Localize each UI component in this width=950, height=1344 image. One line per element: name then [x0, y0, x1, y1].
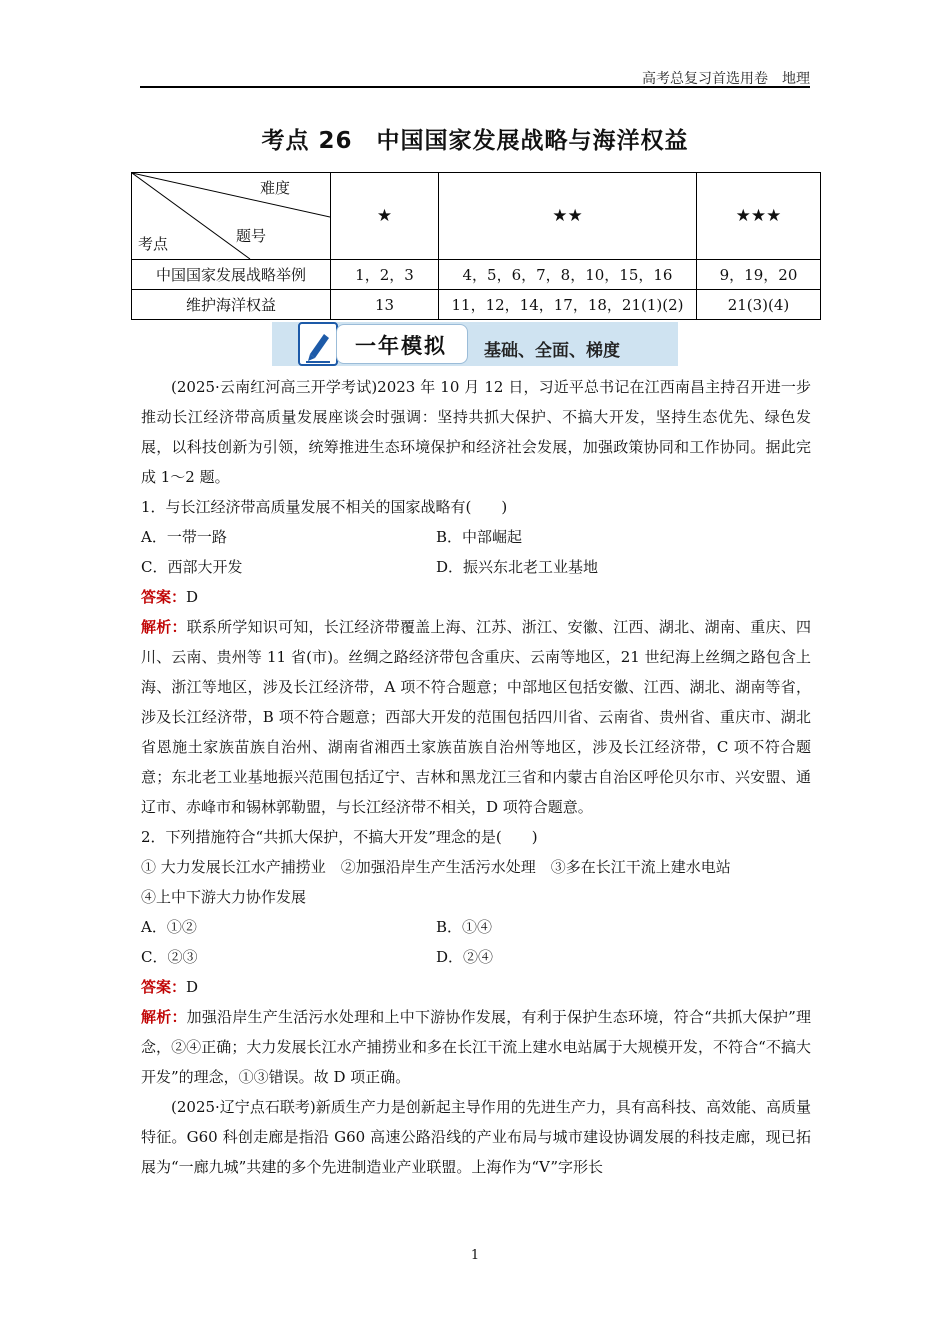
level-3-cell: 9，19，20 — [697, 260, 821, 290]
analysis-text: 加强沿岸生产生活污水处理和上中下游协作发展，有利于保护生态环境，符合“共抓大保护”理念，②④正确；大力发展长江水产捕捞业和多在长江干流上建水电站属于大规模开发，不符合“不搞大开发”的理念，①③错误。故 D 项正确。 — [141, 1008, 811, 1086]
option-a: A．①② — [141, 918, 197, 936]
answer-label: 答案： — [141, 978, 187, 996]
question-content — [141, 372, 811, 1182]
topic-label: 考点 — [138, 235, 169, 253]
table-row — [132, 290, 821, 320]
pencil-icon — [298, 322, 338, 366]
answer-line — [141, 582, 811, 612]
level-2-cell: 11，12，14，17，18，21(1)(2) — [439, 290, 697, 320]
answer-line — [141, 972, 811, 1002]
banner-label: 一年模拟 — [355, 334, 447, 358]
option-b: B．①④ — [436, 918, 493, 936]
answer-label: 答案： — [141, 588, 187, 606]
level-1-cell: 13 — [331, 290, 439, 320]
question-2-stem: 2．下列措施符合“共抓大保护，不搞大开发”理念的是( ) — [141, 828, 538, 846]
analysis-text: 联系所学知识可知，长江经济带覆盖上海、江苏、浙江、安徽、江西、湖北、湖南、重庆、四川、云南、贵州等 11 省(市)。丝绸之路经济带包含重庆、云南等地区，21 世纪海上丝绸之路包含上海、浙江等地区，涉及长江经济带，A 项不符合题意；中部地区包括安徽、江西、湖北、湖南等省，涉及长江经济带，B 项不符合题意；西部大开发的范围包括四川省、云南省、贵州省、重庆市、湖北省恩施土家族苗族自治州、湖南省湘西土家族苗族自治州等地区，涉及长江经济带，C 项不符合题意；东北老工业基地振兴范围包括辽宁、吉林和黑龙江三省和内蒙古自治区呼伦贝尔市、兴安盟、通辽市、赤峰市和锡林郭勒盟，与长江经济带不相关，D 项符合题意。 — [141, 618, 811, 816]
statement-list: ① 大力发展长江水产捕捞业 ②加强沿岸生产生活污水处理 ③多在长江干流上建水电站 — [141, 858, 731, 876]
running-header: 高考总复习首选用卷 地理 — [642, 71, 810, 87]
options-row — [141, 522, 811, 552]
options-row — [141, 552, 811, 582]
passage-intro: (2025·辽宁点石联考)新质生产力是创新起主导作用的先进生产力，具有高科技、高效能、高质量特征。G60 科创走廊是指沿 G60 高速公路沿线的产业布局与城市建设协调发展的科技走廊，现已拓展为“一廊九城”共建的多个先进制造业产业联盟。上海作为“V”字形长 — [141, 1098, 811, 1176]
topic-cell: 中国国家发展战略举例 — [132, 260, 331, 290]
difficulty-table — [131, 172, 821, 320]
option-b: B．中部崛起 — [436, 528, 523, 546]
page-title: 考点 26 中国国家发展战略与海洋权益 — [261, 128, 689, 154]
table-row — [132, 260, 821, 290]
options-row — [141, 912, 811, 942]
banner-subtitle: 基础、全面、梯度 — [484, 341, 620, 361]
option-a: A．一带一路 — [141, 528, 227, 546]
diagonal-header-cell — [132, 173, 331, 260]
analysis-label: 解析： — [141, 618, 187, 636]
option-d: D．②④ — [436, 948, 494, 966]
section-banner — [272, 322, 678, 366]
header-rule — [140, 86, 810, 88]
level-3-header: ★★★ — [697, 173, 821, 260]
analysis-paragraph — [141, 612, 811, 822]
answer-value: D — [186, 978, 199, 996]
level-2-cell: 4，5，6，7，8，10，15，16 — [439, 260, 697, 290]
level-3-cell: 21(3)(4) — [697, 290, 821, 320]
statement-list: ④上中下游大力协作发展 — [141, 888, 307, 906]
option-c: C．②③ — [141, 948, 198, 966]
option-d: D．振兴东北老工业基地 — [436, 558, 599, 576]
question-1-stem: 1．与长江经济带高质量发展不相关的国家战略有( ) — [141, 498, 508, 516]
passage-intro: (2025·云南红河高三开学考试)2023 年 10 月 12 日，习近平总书记在江西南昌主持召开进一步推动长江经济带高质量发展座谈会时强调：坚持共抓大保护、不搞大开发，坚持生态优先、绿色发展，以科技创新为引领，统筹推进生态环境保护和经济社会发展，加强政策协同和工作协同。据此完成 1～2 题。 — [141, 378, 811, 486]
level-2-header: ★★ — [439, 173, 697, 260]
analysis-label: 解析： — [141, 1008, 187, 1026]
question-label: 题号 — [236, 227, 267, 245]
answer-value: D — [186, 588, 199, 606]
banner-label-box — [336, 324, 468, 364]
level-1-cell: 1，2，3 — [331, 260, 439, 290]
topic-cell: 维护海洋权益 — [132, 290, 331, 320]
analysis-paragraph — [141, 1002, 811, 1092]
difficulty-label: 难度 — [260, 179, 291, 197]
options-row — [141, 942, 811, 972]
level-1-header: ★ — [331, 173, 439, 260]
option-c: C．西部大开发 — [141, 558, 243, 576]
page-number: 1 — [470, 1248, 480, 1263]
